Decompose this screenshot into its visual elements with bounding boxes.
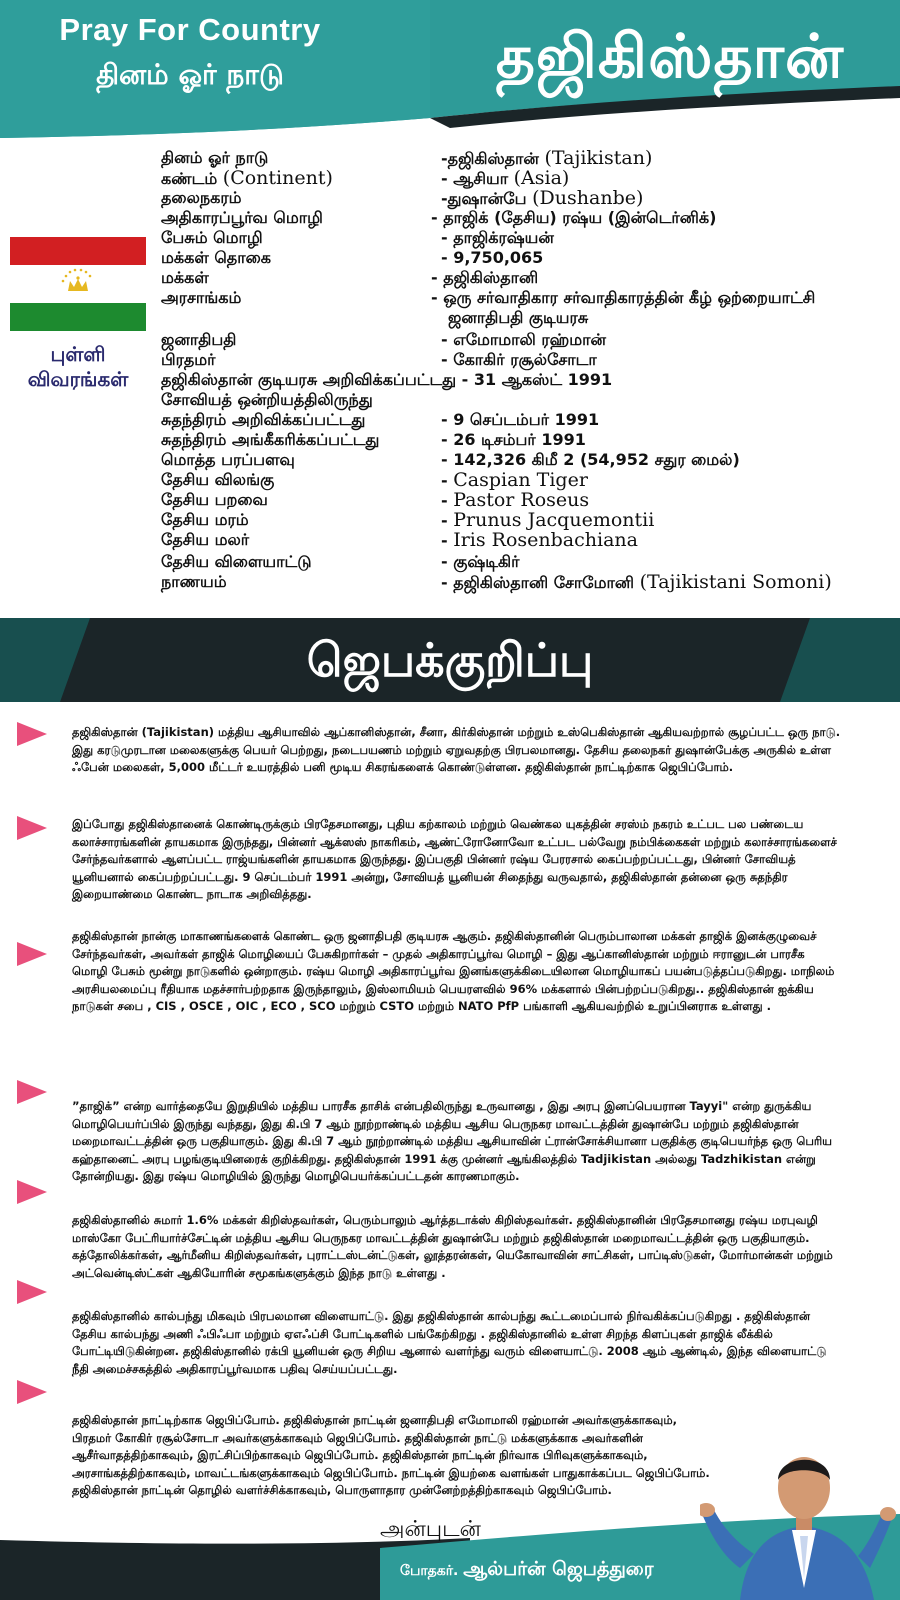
fact-label-text: கண்டம் xyxy=(161,169,223,188)
fact-label xyxy=(161,410,365,430)
fact-label xyxy=(161,530,249,550)
header-title-english: Pray For Country xyxy=(59,12,321,47)
fact-label-text: தலைநகரம் xyxy=(161,188,242,207)
fact-value xyxy=(441,530,638,551)
fact-label xyxy=(161,248,271,268)
fact-value-latin: (Asia) xyxy=(513,167,570,189)
fact-value xyxy=(441,470,588,491)
fact-label-text: அதிகாரப்பூர்வ மொழி xyxy=(161,208,323,227)
fact-value-text: - தஜிகிஸ்தானி சோமோனி xyxy=(441,573,640,592)
fact-value xyxy=(441,330,606,350)
fact-value xyxy=(441,490,589,511)
facts-label-line-2: விவரங்கள் xyxy=(27,367,129,391)
fact-label-text: சோவியத் ஒன்றியத்திலிருந்து xyxy=(161,390,373,409)
fact-label xyxy=(161,288,241,308)
fact-value-latin: (Tajikistani Somoni) xyxy=(639,571,832,593)
fact-value-latin: Prunus Jacquemontii xyxy=(453,509,655,531)
fact-value-text: - கோகிர் ரசூல்சோடா xyxy=(441,350,597,369)
fact-value-text: - குஷ்டிகிர் xyxy=(441,552,520,571)
fact-value-latin: Caspian Tiger xyxy=(453,469,588,491)
fact-label-latin: (Continent) xyxy=(222,167,333,189)
fact-value xyxy=(431,268,538,288)
fact-value-text: -தஜிகிஸ்தான் xyxy=(441,149,545,168)
fact-value-text: - xyxy=(441,511,454,530)
pastor-photo xyxy=(700,1418,900,1600)
fact-value xyxy=(441,228,554,248)
fact-label-text: தேசிய மரம் xyxy=(161,510,249,529)
arrow-icon xyxy=(17,1380,47,1404)
fact-label xyxy=(161,370,612,390)
fact-value-text: - தாஜிக் (தேசிய) ரஷ்ய (இன்டெர்னிக்) xyxy=(431,208,717,227)
fact-label-text: மக்கள் xyxy=(161,268,209,287)
prayer-paragraph-1: தஜிகிஸ்தான் (Tajikistan) மத்திய ஆசியாவில் ஆப்கானிஸ்தான், சீனா, கிர்கிஸ்தான் மற்றும் உஸ்பெகிஸ்தான் ஆகியவற்றால் சூழப்பட்ட ஒரு நாடு. இது கரடுமுரடான மலைகளுக்கு பெயர் பெற்றது, நடைபயணம் மற்றும் ஏறுவதற்கு பிரபலமானது. தேசிய தலைநகர் துஷான்பேக்கு அருகில் உள்ள ஃபேன் மலைகள், 5,000 மீட்டர் உயரத்தில் பனி மூடிய சிகரங்களைக் கொண்டுள்ளன. தஜிகிஸ்தான் நாட்டிற்காக ஜெபிப்போம். xyxy=(72,725,841,774)
fact-label xyxy=(161,450,295,470)
facts-section-label xyxy=(10,342,146,392)
fact-label xyxy=(161,148,268,168)
prayer-paragraph-2: இப்போது தஜிகிஸ்தானைக் கொண்டிருக்கும் பிரதேசமானது, புதிய கற்காலம் மற்றும் வெண்கல யுகத்தின் சரஸ்ம் நகரம் உட்பட பல பண்டைய கலாச்சாரங்களின் தாயகமாக இருந்தது, பின்னர் ஆக்ஸஸ் நாகரிகம், ஆண்ட்ரோனோவோ உட்பட பல்வேறு நம்பிக்கைகள் மற்றும் கலாச்சாரங்களைச் சேர்ந்தவர்களால் ஆளப்பட்ட ராஜ்யங்களின் தாயகமாக இருந்தது. இப்பகுதி பின்னர் ரஷ்ய பேரரசால் கைப்பற்றப்பட்டது, பின்னர் சோவியத் யூனியனால் கைப்பற்றப்பட்டது. 9 செப்டம்பர் 1991 அன்று, சோவியத் யூனியன் சிதைந்து வருவதால், தஜிகிஸ்தான் தன்னை ஒரு சுதந்திர இறையாண்மை கொண்ட நாடாக அறிவித்தது. xyxy=(72,817,837,901)
fact-value-text: - தஜிகிஸ்தானி xyxy=(431,268,539,287)
fact-label-text: அரசாங்கம் xyxy=(161,288,242,307)
fact-label xyxy=(161,168,333,189)
fact-value xyxy=(441,410,599,430)
fact-label-text: மக்கள் தொகை xyxy=(161,248,271,267)
crown-and-stars-icon xyxy=(10,265,146,303)
fact-label-text: தேசிய விளையாட்டு xyxy=(161,552,312,571)
prayer-paragraph-4: ”தாஜிக்” என்ற வார்த்தையே இறுதியில் மத்திய பாரசீக தாசிக் என்பதிலிருந்து உருவானது , இது அரபு இனப்பெயரான Tayyi" என்ற துருக்கிய மொழிபெயர்ப்பில் இருந்து வந்தது, இது கி.பி 7 ஆம் நூற்றாண்டில் மத்திய ஆசிய பெருநகர மாவட்டத்தின் துஷான்பே மற்றும் தஜிகிஸ்தான் மறைமாவட்டத்தின் ஒரு பகுதியாகும். இது கி.பி 7 ஆம் நூற்றாண்டில் மத்திய ஆசியாவின் ட்ரான்சோக்சியானா பகுதிக்கு குடிபெயர்ந்த ஒரு பெரிய கஹ்தானைட் அரபு பழங்குடியினரைக் குறிக்கிறது. தஜிகிஸ்தான் 1991 க்கு முன்னர் ஆங்கிலத்தில் Tadjikistan அல்லது Tadzhikistan என்று தோன்றியது. இது ரஷ்ய மொழியில் இருந்து மொழிபெயர்க்கப்பட்டதன் காரணமாகும். xyxy=(72,1099,833,1183)
fact-value-text: - xyxy=(441,531,454,550)
fact-label xyxy=(161,188,241,208)
pastor-title: போதகர். xyxy=(400,1563,464,1579)
fact-value xyxy=(441,552,519,572)
closing-word: அன்புடன் xyxy=(380,1517,481,1542)
fact-label xyxy=(161,572,227,592)
fact-value xyxy=(448,308,588,328)
fact-value-text: - 26 டிசம்பர் 1991 xyxy=(441,430,586,449)
fact-label-text: தேசிய மலர் xyxy=(161,530,250,549)
prayer-paragraph-5: தஜிகிஸ்தானில் சுமார் 1.6% மக்கள் கிறிஸ்தவர்கள், பெரும்பாலும் ஆர்த்தடாக்ஸ் கிறிஸ்தவர்கள். தஜிகிஸ்தானின் பிரதேசமானது ரஷ்ய மரபுவழி மாஸ்கோ பேட்ரியார்ச்சேட்டின் மத்திய ஆசிய பெருநகர மாவட்டத்தின் துஷான்பே மற்றும் தஜிகிஸ்தான் மறைமாவட்டத்தின் ஒரு பகுதியாகும். கத்தோலிக்கர்கள், ஆர்மீனிய கிறிஸ்தவர்கள், புராட்டஸ்டன்ட்டுகள், லூத்தரன்கள், யெகோவாவின் சாட்சிகள், பாப்டிஸ்டுகள், மோர்மான்கள் மற்றும் அட்வென்டிஸ்ட்கள் ஆகியோரின் சமூகங்களுக்கும் இந்த நாடு உள்ளது . xyxy=(72,1213,833,1280)
fact-value-text: - 142,326 கிமீ 2 (54,952 சதுர மைல்) xyxy=(441,450,740,469)
fact-value-text: - எமோமாலி ரஹ்மான் xyxy=(441,330,607,349)
header xyxy=(0,0,900,140)
fact-label-text: தேசிய விலங்கு xyxy=(161,470,275,489)
facts-label-line-1: புள்ளி xyxy=(50,342,106,366)
prayer-banner xyxy=(0,618,900,702)
pastor-signature xyxy=(400,1558,654,1583)
fact-label-text: பிரதமர் xyxy=(161,350,216,369)
fact-label-text: நாணயம் xyxy=(161,572,227,591)
header-title-tamil: தினம் ஓர் நாடு xyxy=(96,58,284,91)
fact-value-text: - ஒரு சர்வாதிகார சர்வாதிகாரத்தின் கீழ் ஒற்றையாட்சி xyxy=(431,288,816,307)
fact-value-latin: (Dushanbe) xyxy=(532,187,644,209)
fact-label-text: தேசிய பறவை xyxy=(161,490,268,509)
fact-value-text: - 9 செப்டம்பர் 1991 xyxy=(441,410,600,429)
arrow-icon xyxy=(17,1280,47,1304)
fact-label xyxy=(161,430,379,450)
prayer-paragraph-7: தஜிகிஸ்தான் நாட்டிற்காக ஜெபிப்போம். தஜிகிஸ்தான் நாட்டின் ஜனாதிபதி எமோமாலி ரஹ்மான் அவர்களுக்காகவும், பிரதமர் கோகிர் ரசூல்சோடா அவர்களுக்காகவும் ஜெபிப்போம். தஜிகிஸ்தான் நாட்டு மக்களுக்காக அவர்களின் ஆசீர்வாதத்திற்காகவும், இரட்சிப்பிற்காகவும் ஜெபிப்போம். தஜிகிஸ்தான் நாட்டின் நிர்வாக பிரிவுகளுக்காகவும், அரசாங்கத்திற்காகவும், மாவட்டங்களுக்காகவும் ஜெபிப்போம். நாட்டின் இயற்கை வளங்கள் பாதுகாக்கப்பட ஜெபிப்போம். தஜிகிஸ்தான் நாட்டின் தொழில் வளர்ச்சிக்காகவும், பொருளாதார முன்னேற்றத்திற்காகவும் ஜெபிப்போம். xyxy=(72,1413,710,1497)
fact-label xyxy=(161,552,311,572)
fact-value xyxy=(441,148,652,169)
arrow-icon xyxy=(17,942,47,966)
fact-label-text: தினம் ஓர் நாடு xyxy=(161,148,269,167)
fact-value xyxy=(441,572,832,593)
fact-value-latin: Iris Rosenbachiana xyxy=(453,529,638,551)
fact-label-text: பேசும் மொழி xyxy=(161,228,263,247)
fact-value-text: - xyxy=(441,471,454,490)
tajikistan-flag xyxy=(10,237,146,331)
arrow-icon xyxy=(17,722,47,746)
fact-value xyxy=(441,188,643,209)
arrow-icon xyxy=(17,1180,47,1204)
fact-value-text: - ஆசியா xyxy=(441,169,514,188)
fact-value-text: - தாஜிக்ரஷ்யன் xyxy=(441,228,554,247)
prayer-paragraph-6: தஜிகிஸ்தானில் கால்பந்து மிகவும் பிரபலமான விளையாட்டு. இது தஜிகிஸ்தான் கால்பந்து கூட்டமைப்பால் நிர்வகிக்கப்படுகிறது . தஜிகிஸ்தான் தேசிய கால்பந்து அணி ஃபிஃபா மற்றும் ஏஎஃப்சி போட்டிகளில் பங்கேற்கிறது . தஜிகிஸ்தானில் உள்ள சிறந்த கிளப்புகள் தாஜிக் லீக்கில் போட்டியிடுகின்றன. தஜிகிஸ்தானில் ரக்பி யூனியன் ஒரு சிறிய ஆனால் வளர்ந்து வரும் விளையாட்டு. 2008 ஆம் ஆண்டில், இந்த விளையாட்டு நீதி அமைச்சகத்தில் அதிகாரப்பூர்வமாக பதிவு செய்யப்பட்டது. xyxy=(72,1309,827,1376)
fact-value-latin: (Tajikistan) xyxy=(544,147,653,169)
fact-label-text: சுதந்திரம் அறிவிக்கப்பட்டது xyxy=(161,410,366,429)
fact-value-text: - xyxy=(441,491,454,510)
fact-label-text: மொத்த பரப்பளவு xyxy=(161,450,295,469)
fact-label xyxy=(161,228,263,248)
fact-label xyxy=(161,208,323,228)
fact-label xyxy=(161,350,216,370)
fact-value-latin: Pastor Roseus xyxy=(453,489,590,511)
fact-label xyxy=(161,510,249,530)
fact-label-text: சுதந்திரம் அங்கீகரிக்கப்பட்டது xyxy=(161,430,380,449)
arrow-icon xyxy=(17,816,47,840)
fact-value xyxy=(431,288,815,308)
fact-value xyxy=(441,248,543,268)
prayer-paragraph-3: தஜிகிஸ்தான் நான்கு மாகாணங்களைக் கொண்ட ஒரு ஜனாதிபதி குடியரசு ஆகும். தஜிகிஸ்தானின் பெரும்பாலான மக்கள் தாஜிக் இனக்குழுவைச் சேர்ந்தவர்கள், அவர்கள் தாஜிக் மொழியைப் பேசுகிறார்கள் – முதல் அதிகாரப்பூர்வ மொழி – இது ஆப்கானிஸ்தான் மற்றும் ஈரானுடன் பாரசீக மொழி பேசும் மூன்று நாடுகளில் ஒன்றாகும். ரஷ்ய மொழி அதிகாரப்பூர்வ இனங்களுக்கிடையிலான மொழியாகப் பயன்படுத்தப்படுகிறது. மாநிலம் அரசியலமைப்பு ரீதியாக மதச்சார்பற்றதாக இருந்தாலும், இஸ்லாமியம் பெயரளவில் 96% மக்களால் பின்பற்றப்படுகிறது.. தஜிகிஸ்தான் ஐக்கிய நாடுகள் சபை , CIS , OSCE , OIC , ECO , SCO மற்றும் CSTO மற்றும் NATO PfP பங்காளி ஆகியவற்றில் உறுப்பினராக உள்ளது . xyxy=(72,929,835,1013)
fact-label xyxy=(161,470,274,490)
fact-value-text: - 9,750,065 xyxy=(441,248,544,267)
fact-value xyxy=(441,450,740,470)
fact-label xyxy=(161,330,236,350)
fact-value-text: ஜனாதிபதி குடியரசு xyxy=(448,308,589,327)
fact-value-text: -துஷான்பே xyxy=(441,189,533,208)
arrow-icon xyxy=(17,1080,47,1104)
fact-label-text: தஜிகிஸ்தான் குடியரசு அறிவிக்கப்பட்டது - 31 ஆகஸ்ட் 1991 xyxy=(161,370,613,389)
fact-value xyxy=(441,430,586,450)
fact-label-text: ஜனாதிபதி xyxy=(161,330,237,349)
fact-value xyxy=(441,168,569,189)
fact-label xyxy=(161,268,209,288)
country-name-title: தஜிகிஸ்தான் xyxy=(495,22,845,92)
fact-label xyxy=(161,390,373,410)
fact-value xyxy=(441,350,597,370)
pastor-name: ஆல்பர்ன் ஜெபத்துரை xyxy=(463,1558,654,1580)
fact-label xyxy=(161,490,268,510)
fact-value xyxy=(431,208,716,228)
fact-value xyxy=(441,510,654,531)
prayer-heading: ஜெபக்குறிப்பு xyxy=(306,633,594,687)
